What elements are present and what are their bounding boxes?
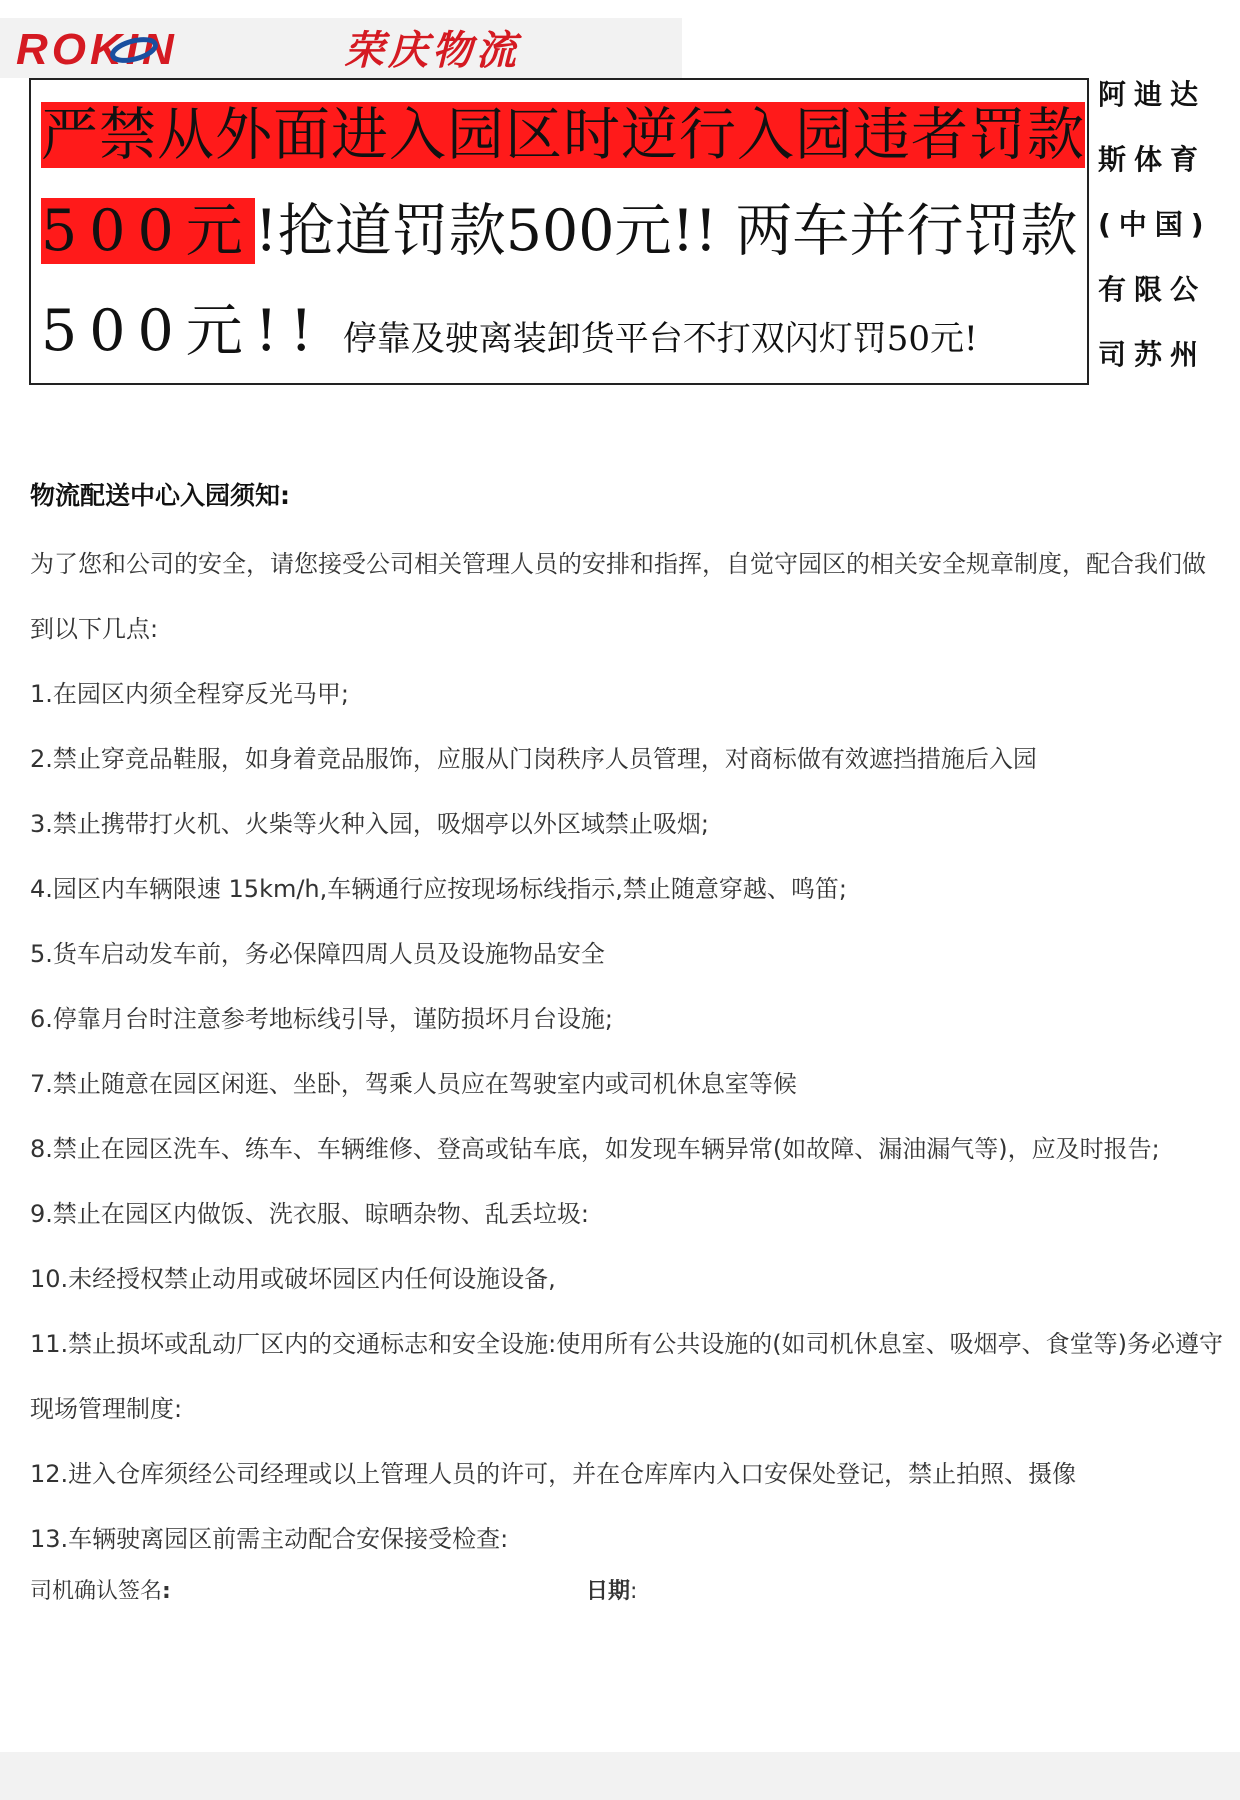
- notice-content: [30, 468, 1225, 1572]
- date-label: [586, 1572, 637, 1612]
- list-item: 7.禁止随意在园区闲逛、坐卧，驾乘人员应在驾驶室内或司机休息室等候: [30, 1070, 797, 1098]
- warning-line-2-text: !抢道罚款500元!! 两车并行罚款: [254, 198, 1078, 264]
- list-item: 10.未经授权禁止动用或破坏园区内任何设施设备,: [30, 1265, 556, 1293]
- warning-line-3: [41, 294, 978, 376]
- notice-title: 物流配送中心入园须知:: [30, 481, 290, 510]
- list-item: 13.车辆驶离园区前需主动配合安保接受检查:: [30, 1525, 509, 1553]
- warning-line-1-text: 严禁从外面进入园区时逆行入园违者罚款: [41, 102, 1085, 168]
- logo-bar: [0, 18, 682, 78]
- company-line: 阿迪达: [1098, 78, 1207, 111]
- warning-box: [29, 78, 1089, 385]
- signature-label-text: 司机确认签名: [30, 1579, 163, 1604]
- date-colon: :: [630, 1579, 638, 1604]
- company-line: 斯体育: [1098, 143, 1207, 176]
- date-label-text: 日期: [586, 1579, 631, 1604]
- fine-500-text: 500元!!: [41, 298, 325, 364]
- list-item: 11.禁止损坏或乱动厂区内的交通标志和安全设施:使用所有公共设施的(如司机休息室、吸烟亭、食堂等)务必遵守现场管理制度:: [30, 1330, 1223, 1423]
- logo-brand-cn-text: 荣庆物流: [344, 28, 520, 70]
- warning-line-1: [41, 98, 1085, 172]
- notice-intro: 为了您和公司的安全，请您接受公司相关管理人员的安排和指挥，自觉守园区的相关安全规章制度，配合我们做到以下几点:: [30, 550, 1206, 643]
- list-item: 3.禁止携带打火机、火柴等火种入园，吸烟亭以外区域禁止吸烟;: [30, 810, 709, 838]
- company-name: [1098, 70, 1228, 395]
- company-line: (中国): [1098, 208, 1212, 241]
- list-item: 12.进入仓库须经公司经理或以上管理人员的许可，并在仓库库内入口安保处登记，禁止拍照、摄像: [30, 1460, 1077, 1488]
- list-item: 4.园区内车辆限速 15km/h,车辆通行应按现场标线指示,禁止随意穿越、鸣笛;: [30, 875, 847, 903]
- logo-brand-text: ROKIN: [16, 26, 178, 70]
- company-line: 司苏州: [1098, 338, 1207, 371]
- driver-signature-label: [30, 1572, 171, 1612]
- hazard-light-fine-text: 停靠及驶离装卸货平台不打双闪灯罚50元!: [342, 319, 978, 359]
- warning-line-2: [41, 194, 1077, 268]
- signature-colon: :: [162, 1579, 171, 1604]
- list-item: 1.在园区内须全程穿反光马甲;: [30, 680, 349, 708]
- company-line: 有限公: [1098, 273, 1207, 306]
- footer-bar: [0, 1752, 1240, 1800]
- list-item: 6.停靠月台时注意参考地标线引导，谨防损坏月台设施;: [30, 1005, 613, 1033]
- notice-list: [30, 662, 1225, 1572]
- fine-500-highlight: 500元: [41, 198, 255, 264]
- list-item: 9.禁止在园区内做饭、洗衣服、晾晒杂物、乱丢垃圾:: [30, 1200, 589, 1228]
- rokin-logo: [14, 26, 674, 70]
- list-item: 5.货车启动发车前，务必保障四周人员及设施物品安全: [30, 940, 605, 968]
- list-item: 2.禁止穿竞品鞋服，如身着竞品服饰，应服从门岗秩序人员管理，对商标做有效遮挡措施后入园: [30, 745, 1037, 773]
- signature-row: [30, 1572, 1210, 1612]
- list-item: 8.禁止在园区洗车、练车、车辆维修、登高或钻车底，如发现车辆异常(如故障、漏油漏气等)，应及时报告;: [30, 1135, 1160, 1163]
